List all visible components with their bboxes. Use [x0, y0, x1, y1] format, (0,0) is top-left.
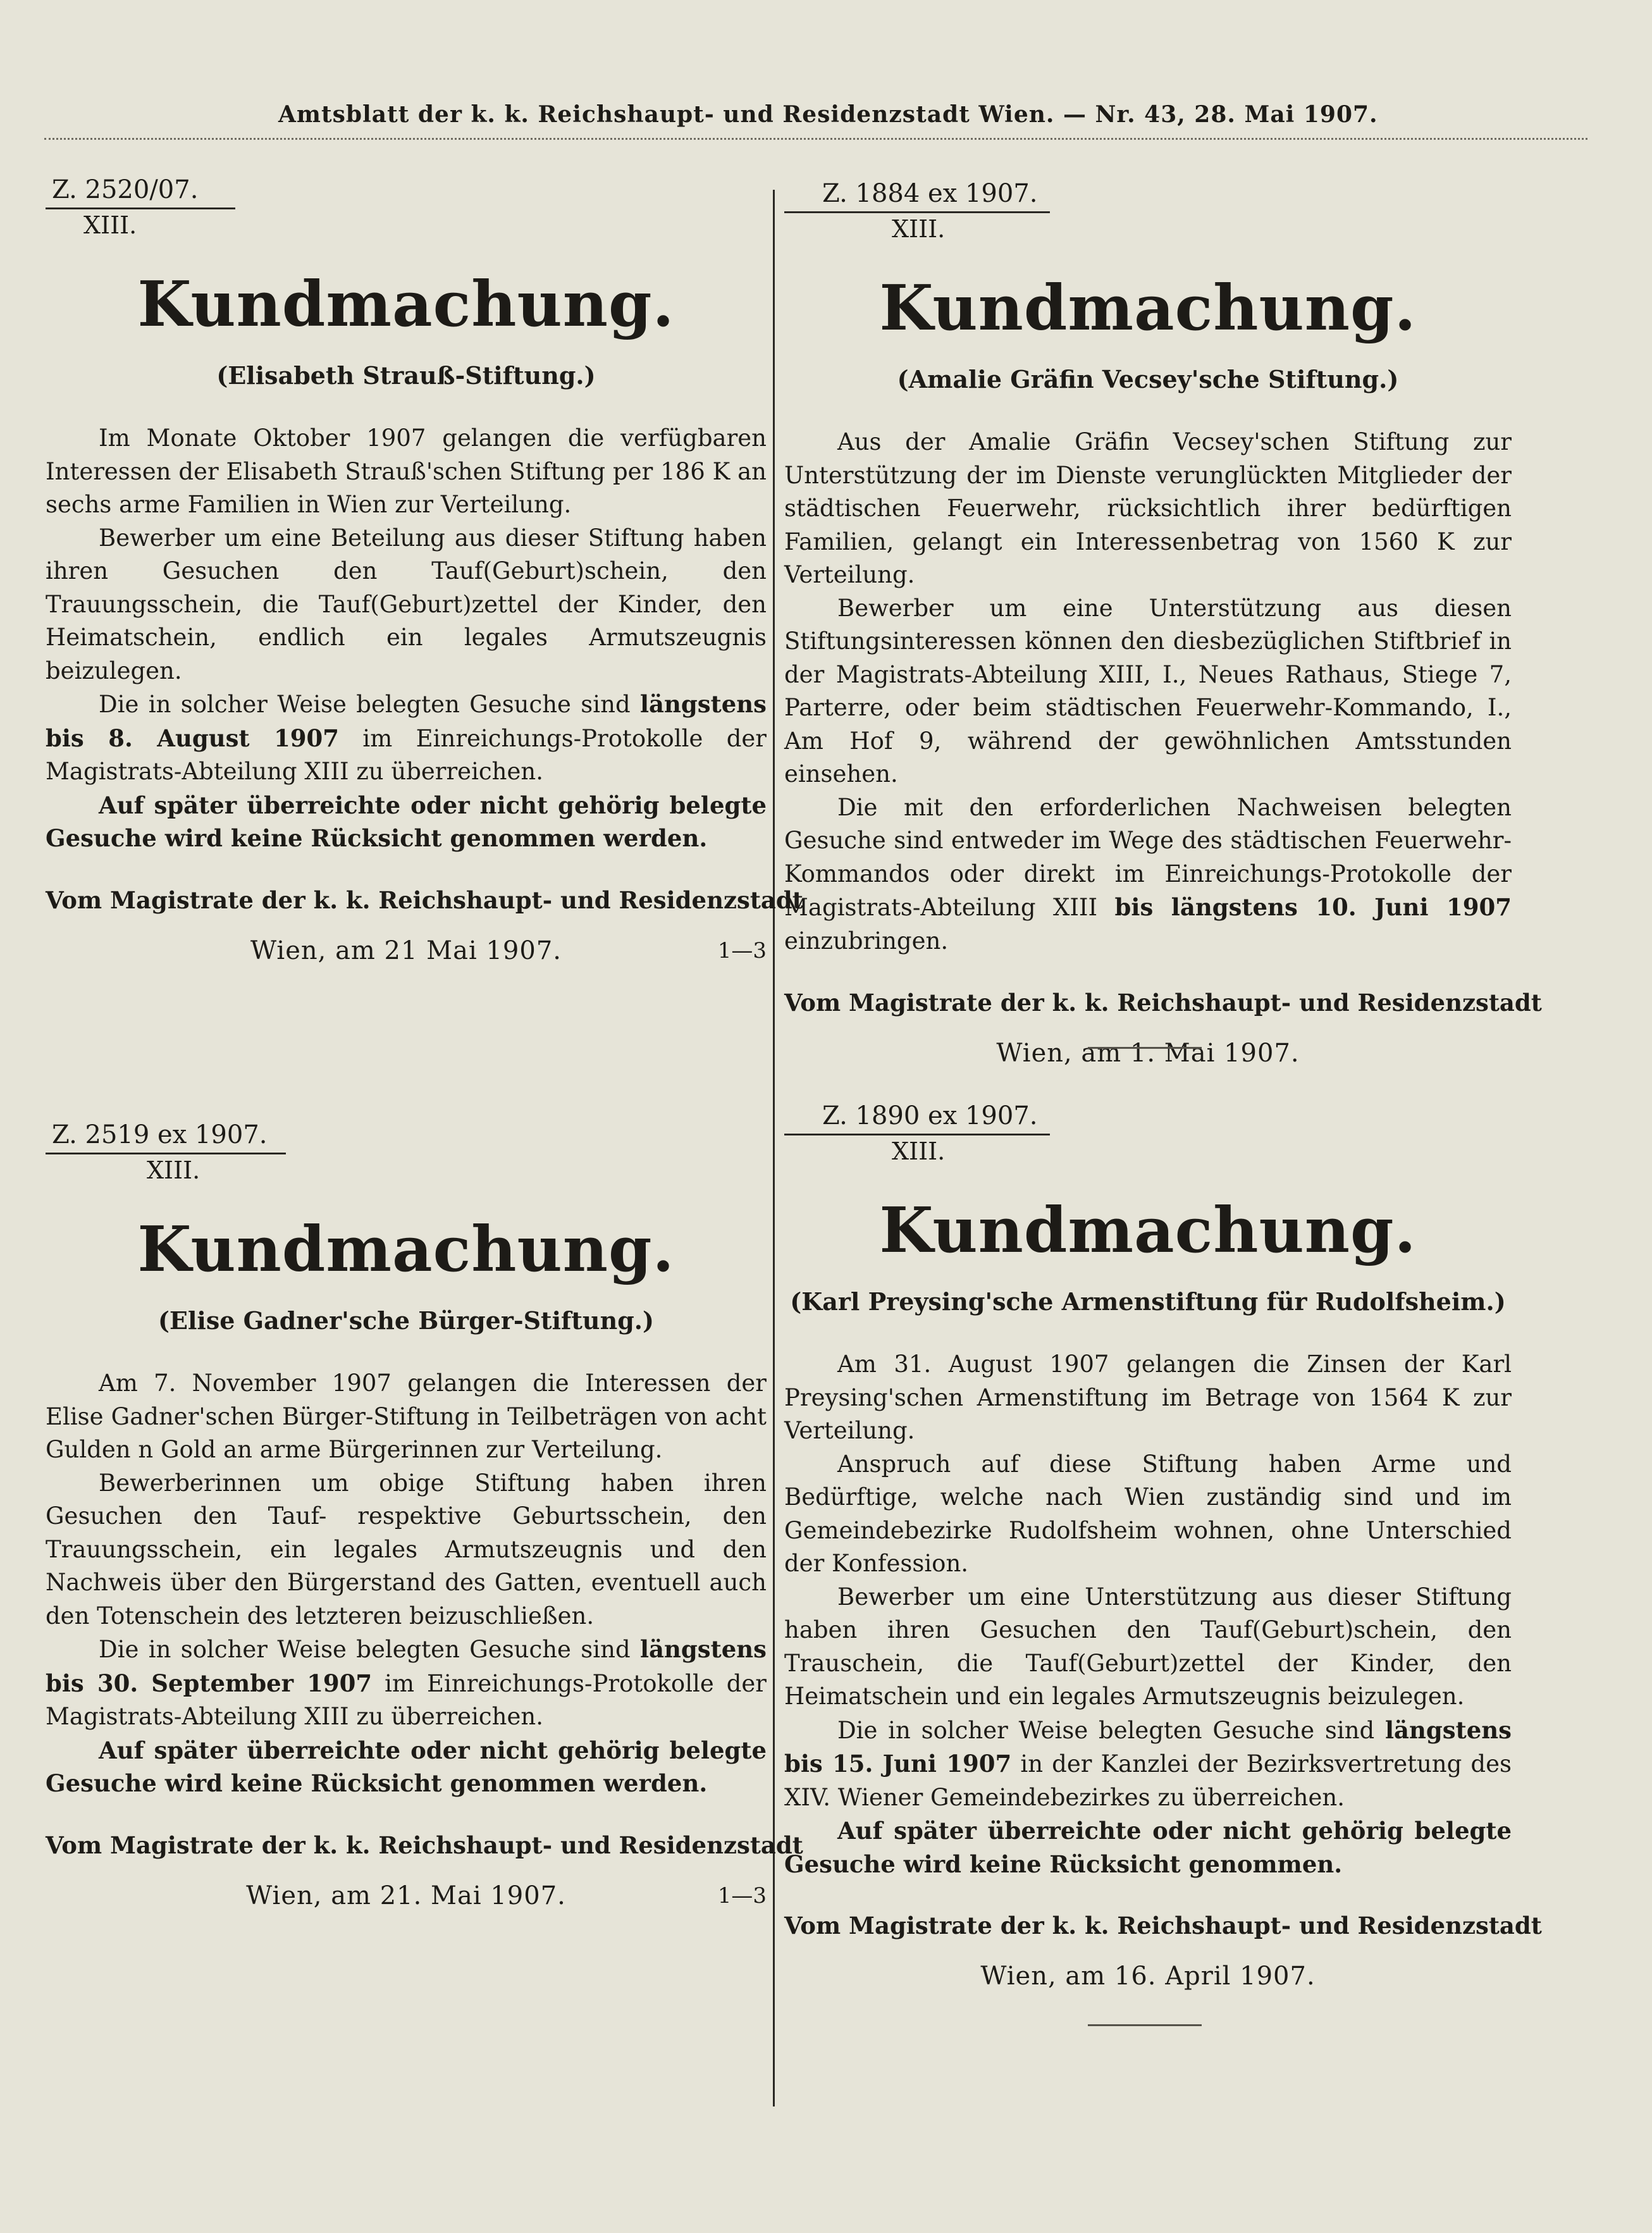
notice-title: Kundmachung.: [879, 1194, 1417, 1267]
notice-subtitle: (Karl Preysing'sche Armenstiftung für Rudolfsheim.): [790, 1287, 1506, 1316]
warning-text: Auf später überreichte oder nicht gehörig belegte Gesuche wird keine Rücksicht genommen werden.: [46, 791, 767, 852]
notice-title: Kundmachung.: [137, 268, 675, 341]
paragraph: Bewerber um eine Beteilung aus dieser Stiftung haben ihren Gesuchen den Tauf(Geburt)schein, den Trauungsschein, die Tauf(Geburt)zettel der Kinder, den Heimatschein, endlich ein legales Armutszeugnis beizulegen.: [46, 524, 767, 684]
notice-strauss: [46, 175, 803, 967]
paragraph: Am 31. August 1907 gelangen die Zinsen der Karl Preysing'schen Armenstiftung im Betrage von 1564 K zur Verteilung.: [784, 1351, 1512, 1444]
deadline-date: längstens bis 30. September 1907: [46, 1635, 767, 1697]
notice-body: [784, 426, 1512, 958]
deadline-paragraph: [46, 688, 767, 789]
notice-preysing: [784, 1101, 1542, 1992]
reference-underline: [784, 1134, 1050, 1135]
deadline-date: längstens bis 15. Juni 1907: [784, 1716, 1512, 1778]
signature-line: Vom Magistrate der k. k. Reichshaupt- und Residenzstadt: [46, 886, 803, 914]
deadline-rest: im Einreichungs-Protokolle der Magistrats-Abteilung XIII zu überreichen.: [46, 724, 767, 785]
reference-number: Z. 2519 ex 1907.: [52, 1120, 268, 1149]
notice-date: Wien, am 1. Mai 1907.: [996, 1039, 1300, 1068]
deadline-date: bis längstens 10. Juni 1907: [1114, 893, 1512, 921]
deadline-intro: Die in solcher Weise belegten Gesuche sind: [99, 691, 631, 718]
deadline-date: längstens bis 8. August 1907: [46, 690, 767, 752]
deadline-paragraph: [784, 791, 1512, 958]
page-header: Amtsblatt der k. k. Reichshaupt- und Residenzstadt Wien. — Nr. 43, 28. Mai 1907.: [278, 101, 1378, 128]
notice-date: Wien, am 21 Mai 1907.: [250, 936, 562, 965]
date-row: [46, 1880, 767, 1912]
deadline-rest: einzubringen.: [784, 927, 949, 955]
reference-number: Z. 1884 ex 1907.: [822, 179, 1038, 208]
notice-body: [46, 1367, 767, 1800]
notice-title: Kundmachung.: [137, 1213, 675, 1286]
paragraph: Am 7. November 1907 gelangen die Interessen der Elise Gadner'schen Bürger-Stiftung in Teilbeträgen von acht Gulden n Gold an arme Bürgerinnen zur Verteilung.: [46, 1370, 767, 1463]
paragraph: Bewerber um eine Unterstützung aus diesen Stiftungsinteressen können den diesbezüglichen Stiftbrief in der Magistrats-Abteilung XIII, I., Neues Rathaus, Stiege 7, Parterre, oder beim städtischen Feuerwehr-Kommando, I., Am Hof 9, während der gewöhnlichen Amtsstunden einsehen.: [784, 594, 1512, 788]
paragraph: Bewerberinnen um obige Stiftung haben ihren Gesuchen den Tauf- respektive Geburtsschein, den Trauungsschein, ein legales Armutszeugnis und den Nachweis über den Bürgerstand des Gatten, eventuell auch den Totenschein des letzteren beizuschließen.: [46, 1469, 767, 1630]
notice-vecsey: [784, 178, 1542, 1069]
notice-gadner: [46, 1120, 803, 1912]
notice-date: Wien, am 21. Mai 1907.: [246, 1881, 566, 1910]
date-row: [784, 1037, 1512, 1069]
date-row: [784, 1960, 1512, 1992]
deadline-rest: im Einreichungs-Protokolle der Magistrats-Abteilung XIII zu überreichen.: [46, 1669, 767, 1730]
reference-number: Z. 2520/07.: [52, 175, 199, 204]
paragraph: Im Monate Oktober 1907 gelangen die verfügbaren Interessen der Elisabeth Strauß'schen Stiftung per 186 K an sechs arme Familien in Wien zur Verteilung.: [46, 424, 767, 518]
department-number: XIII.: [147, 1156, 200, 1184]
notice-body: [46, 422, 767, 855]
paragraph: Aus der Amalie Gräfin Vecsey'schen Stiftung zur Unterstützung der im Dienste verunglückten Mitglieder der städtischen Feuerwehr, rücksichtlich ihrer bedürftigen Familien, gelangt ein Interessenbetrag von 1560 K zur Verteilung.: [784, 428, 1512, 588]
warning-text: Auf später überreichte oder nicht gehörig belegte Gesuche wird keine Rücksicht genommen werden.: [46, 1736, 767, 1797]
deadline-rest: in der Kanzlei der Bezirksvertretung des XIV. Wiener Gemeindebezirkes zu überreichen.: [784, 1750, 1512, 1811]
notice-body: [784, 1348, 1512, 1881]
department-number: XIII.: [83, 211, 137, 239]
paragraph: Bewerber um eine Unterstützung aus dieser Stiftung haben ihren Gesuchen den Tauf(Geburt)schein, den Trauschein, die Tauf(Geburt)zettel der Kinder, den Heimatschein und ein legales Armutszeugnis beizulegen.: [784, 1583, 1512, 1710]
notice-date: Wien, am 16. April 1907.: [980, 1962, 1316, 1991]
warning-text: Auf später überreichte oder nicht gehörig belegte Gesuche wird keine Rücksicht genommen.: [784, 1817, 1512, 1878]
signature-line: Vom Magistrate der k. k. Reichshaupt- und Residenzstadt: [784, 1912, 1542, 1939]
column-divider: [773, 190, 775, 2106]
insertion-number: 1—3: [717, 937, 767, 963]
reference-underline: [784, 211, 1050, 213]
header-divider: [44, 138, 1587, 140]
deadline-intro: Die in solcher Weise belegten Gesuche sind: [99, 1636, 631, 1663]
notice-subtitle: (Amalie Gräfin Vecsey'sche Stiftung.): [897, 365, 1399, 393]
reference-underline: [46, 207, 235, 209]
insertion-number: 1—3: [717, 1883, 767, 1908]
signature-line: Vom Magistrate der k. k. Reichshaupt- und Residenzstadt: [46, 1831, 803, 1859]
paragraph: Anspruch auf diese Stiftung haben Arme und Bedürftige, welche nach Wien zuständig sind und im Gemeindebezirke Rudolfsheim wohnen, ohne Unterschied der Konfession.: [784, 1450, 1512, 1577]
notice-title: Kundmachung.: [879, 272, 1417, 345]
reference-number: Z. 1890 ex 1907.: [822, 1101, 1038, 1130]
date-row: [46, 935, 767, 967]
section-end-rule: [1088, 1047, 1202, 1049]
notice-subtitle: (Elise Gadner'sche Bürger-Stiftung.): [158, 1306, 654, 1335]
section-end-rule: [1088, 2024, 1202, 2026]
deadline-paragraph: [46, 1633, 767, 1734]
deadline-paragraph: [784, 1714, 1512, 1815]
notice-subtitle: (Elisabeth Strauß-Stiftung.): [216, 361, 596, 390]
deadline-intro: Die mit den erforderlichen Nachweisen belegten Gesuche sind entweder im Wege des städtischen Feuerwehr-Kommandos oder direkt im Einreichungs-Protokolle der Magistrats-Abteilung XIII: [784, 793, 1512, 921]
deadline-intro: Die in solcher Weise belegten Gesuche sind: [837, 1716, 1375, 1744]
department-number: XIII.: [892, 1137, 946, 1165]
reference-underline: [46, 1153, 286, 1154]
department-number: XIII.: [892, 215, 946, 243]
signature-line: Vom Magistrate der k. k. Reichshaupt- und Residenzstadt: [784, 989, 1542, 1017]
